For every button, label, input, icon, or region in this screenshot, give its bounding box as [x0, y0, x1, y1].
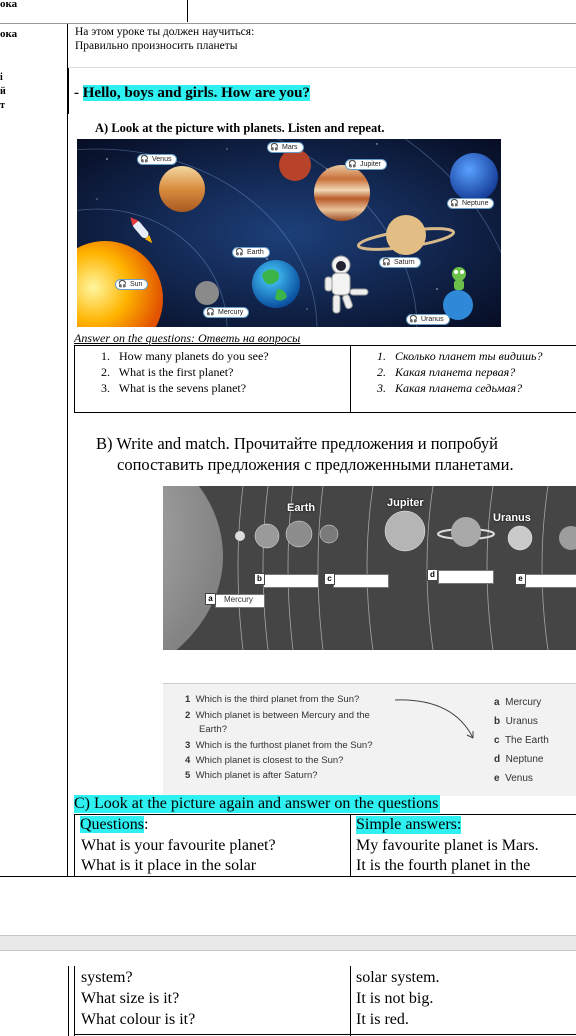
diagram-label-uranus: Uranus — [493, 512, 531, 524]
answer-box-b[interactable] — [263, 574, 319, 588]
label-earth: 🎧 Earth — [232, 247, 270, 258]
answer-box-e[interactable] — [525, 574, 576, 588]
row-divider-left — [68, 68, 69, 114]
match-b: b Uranus — [494, 716, 538, 727]
question-ru-2: 2. Какая планета первая? — [377, 365, 516, 379]
page-gap — [0, 935, 576, 951]
section-c-heading: C) Look at the picture again and answer on the questions — [74, 795, 439, 812]
match-q5: 5 Which planet is after Saturn? — [185, 770, 318, 781]
objective-line-2: Правильно произносить планеты — [75, 40, 238, 52]
c-answer-1: My favourite planet is Mars. — [356, 837, 539, 854]
c-answer-3: It is not big. — [356, 990, 434, 1007]
page-bottom-rule — [0, 876, 576, 877]
next-page-col1-left — [74, 966, 75, 1036]
section-c-col1-left — [74, 814, 75, 876]
label-uranus: 🎧 Uranus — [406, 314, 450, 325]
c-question-2: What is it place in the solar — [81, 857, 257, 874]
question-ru-3: 3. Какая планета седьмая? — [377, 381, 523, 395]
jupiter-shape — [314, 165, 370, 221]
mars-shape — [279, 149, 311, 181]
example-answer: Mercury — [224, 595, 253, 604]
planets-picture — [77, 139, 501, 327]
match-panel — [163, 683, 576, 796]
top-rule — [0, 23, 576, 24]
section-c-top-rule — [74, 814, 576, 815]
box-letter-a: a — [205, 593, 216, 605]
questions-col-header: Questions: — [80, 816, 149, 833]
label-venus: 🎧 Venus — [137, 154, 177, 165]
questions-heading: Answer on the questions: Ответь на вопросы — [74, 331, 301, 345]
c-question-1: What is your favourite planet? — [81, 837, 276, 854]
c-answer-2: It is the fourth planet in the — [356, 857, 531, 874]
alien-shape — [452, 267, 466, 290]
next-page-col-divider — [350, 966, 351, 1036]
match-d: d Neptune — [494, 754, 544, 765]
question-en-1: 1. How many planets do you see? — [101, 349, 269, 363]
answers-col-header: Simple answers: — [356, 816, 462, 833]
c-question-3: What size is it? — [81, 990, 180, 1007]
planets-illustration — [77, 139, 501, 327]
greeting-text: Hello, boys and girls. How are you? — [82, 85, 310, 101]
label-jupiter: 🎧 Jupiter — [345, 159, 387, 170]
match-q2-cont: Earth? — [199, 724, 227, 735]
match-a: a Mercury — [494, 697, 542, 708]
left-column-text-1: ока — [0, 0, 18, 10]
label-saturn: 🎧 Saturn — [379, 257, 421, 268]
left-column-text-3: і — [0, 72, 3, 83]
section-b-heading-1: B) Write and match. Прочитайте предложения и попробуй — [96, 434, 498, 453]
page-left-rule — [67, 24, 68, 876]
match-c: c The Earth — [494, 735, 549, 746]
match-q1: 1 Which is the third planet from the Sun? — [185, 694, 360, 705]
box-letter-e: e — [515, 573, 526, 585]
section-b-heading-2: сопоставить предложения с предложенными планетами. — [117, 455, 514, 474]
match-q3: 3 Which is the furthost planet from the Sun? — [185, 740, 373, 751]
diagram-label-earth: Earth — [287, 502, 316, 514]
left-column-text-5: т — [0, 100, 5, 111]
match-q2: 2 Which planet is between Mercury and the — [185, 710, 370, 721]
greeting — [74, 85, 310, 102]
question-en-2: 2. What is the first planet? — [101, 365, 234, 379]
label-mercury: 🎧 Mercury — [203, 307, 249, 318]
answer-box-c[interactable] — [333, 574, 389, 588]
match-arrow — [393, 696, 493, 746]
questions-table — [74, 345, 576, 413]
objective-line-1: На этом уроке ты должен научиться: — [75, 26, 255, 38]
section-c-col-divider — [350, 814, 351, 876]
mercury-shape — [195, 281, 219, 305]
c-question-4: What colour is it? — [81, 1011, 196, 1028]
solar-diagram — [163, 486, 576, 650]
venus-shape — [159, 166, 205, 212]
greeting-dash: - — [74, 85, 83, 101]
box-letter-d: d — [427, 569, 438, 581]
label-sun: 🎧 Sun — [115, 279, 148, 290]
match-q4: 4 Which planet is closest to the Sun? — [185, 755, 344, 766]
c-question-2-cont: system? — [81, 969, 133, 986]
label-mars: 🎧 Mars — [267, 142, 304, 153]
question-en-3: 3. What is the sevens planet? — [101, 381, 247, 395]
next-page-left-rule — [68, 966, 69, 1036]
solar-diagram-illustration — [163, 486, 576, 650]
earth-shape — [252, 260, 300, 308]
box-letter-c: c — [324, 573, 335, 585]
c-answer-4: It is red. — [356, 1011, 409, 1028]
diagram-label-jupiter: Jupiter — [387, 497, 424, 509]
neptune-shape — [450, 153, 498, 201]
header-divider — [187, 0, 188, 22]
box-letter-b: b — [254, 573, 265, 585]
match-e: e Venus — [494, 773, 533, 784]
left-column-text-4: й — [0, 86, 6, 97]
c-answer-2-cont: solar system. — [356, 969, 440, 986]
question-ru-1: 1. Сколько планет ты видишь? — [377, 349, 543, 363]
next-page-bottom-rule — [74, 1034, 576, 1035]
answer-box-d[interactable] — [438, 570, 494, 584]
label-neptune: 🎧 Neptune — [447, 198, 494, 209]
saturn-shape — [386, 215, 426, 255]
left-column-text-2: ока — [0, 28, 18, 40]
section-a-heading: A) Look at the picture with planets. Listen and repeat. — [95, 121, 385, 135]
row-rule — [68, 67, 576, 68]
